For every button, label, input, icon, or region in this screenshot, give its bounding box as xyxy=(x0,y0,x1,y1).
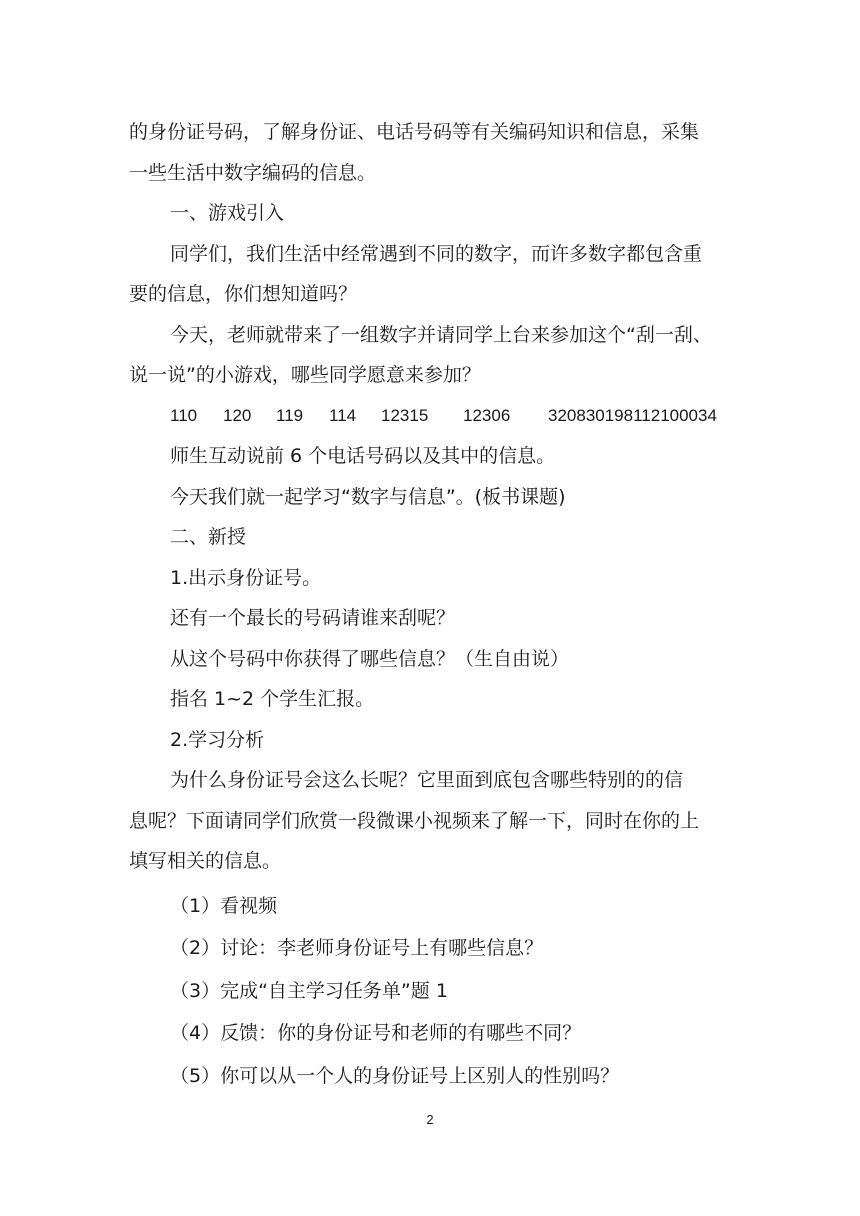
sub-item: （4）反馈：你的身份证号和老师的有哪些不同？ xyxy=(170,1022,582,1044)
section-heading-new-lesson: 二、新授 xyxy=(170,526,247,548)
paragraph-continuation-line-2: 一些生活中数字编码的信息。 xyxy=(129,161,377,184)
paragraph-why-long-line-2: 息呢？下面请同学们欣赏一段微课小视频来了解一下，同时在你的上 xyxy=(129,809,700,832)
page-number: 2 xyxy=(426,1112,434,1127)
number-item: 114 xyxy=(329,405,357,425)
paragraph-today-line-2: 说一说”的小游戏，哪些同学愿意来参加？ xyxy=(129,364,481,386)
number-item: 320830198112100034 xyxy=(548,405,717,425)
step-heading-1: 1.出示身份证号。 xyxy=(170,566,322,589)
number-item: 12306 xyxy=(463,405,511,425)
sub-item: （2）讨论：李老师身份证号上有哪些信息？ xyxy=(170,937,544,959)
paragraph-interaction: 师生互动说前 6 个电话号码以及其中的信息。 xyxy=(170,445,556,467)
sub-item: （3）完成“自主学习任务单”题 1 xyxy=(170,979,448,1002)
number-list xyxy=(129,396,733,437)
sub-item: （5）你可以从一个人的身份证号上区别人的性别吗？ xyxy=(170,1064,620,1087)
paragraph-longest-number: 还有一个最长的号码请谁来刮呢？ xyxy=(170,607,456,629)
paragraph-why-long-line-3: 填写相关的信息。 xyxy=(129,850,282,872)
number-item: 120 xyxy=(223,405,252,425)
paragraph-why-long-line-1: 为什么身份证号会这么长呢？它里面到底包含哪些特别的的信 xyxy=(170,769,684,791)
step-heading-2: 2.学习分析 xyxy=(170,728,265,751)
number-item: 12315 xyxy=(381,405,429,425)
paragraph-what-info: 从这个号码中你获得了哪些信息？（生自由说） xyxy=(170,647,570,670)
paragraph-today-line-1: 今天，老师就带来了一组数字并请同学上台来参加这个“刮一刮、 xyxy=(170,323,712,346)
paragraph-intro-line-2: 要的信息，你们想知道吗？ xyxy=(129,283,358,305)
paragraph-continuation-line-1: 的身份证号码，了解身份证、电话号码等有关编码知识和信息，采集 xyxy=(129,121,700,143)
paragraph-report: 指名 1~2 个学生汇报。 xyxy=(170,688,375,710)
sub-item: （1）看视频 xyxy=(170,894,278,917)
number-item: 110 xyxy=(170,405,198,425)
section-heading-game-intro: 一、游戏引入 xyxy=(170,202,285,224)
paragraph-topic: 今天我们就一起学习“数字与信息”。(板书课题) xyxy=(170,485,566,508)
paragraph-intro-line-1: 同学们，我们生活中经常遇到不同的数字，而许多数字都包含重 xyxy=(170,242,703,265)
document-body xyxy=(129,112,733,1096)
number-item: 119 xyxy=(276,405,304,425)
